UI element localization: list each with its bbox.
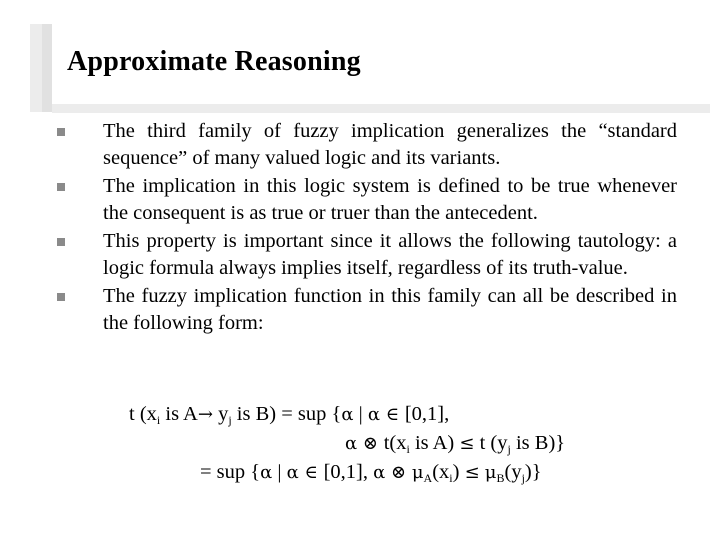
bullet-text: The implication in this logic system is defined to be true whenever the consequent is as true or truer than the antecedent. bbox=[103, 175, 677, 224]
square-bullet-icon bbox=[57, 128, 65, 136]
formula-text: | bbox=[353, 403, 368, 425]
alpha-symbol: α bbox=[341, 404, 354, 425]
formula-text: y bbox=[212, 403, 229, 425]
formula-text: ) bbox=[452, 461, 465, 483]
decorative-bar-horizontal bbox=[52, 104, 710, 113]
subscript: j bbox=[521, 471, 525, 485]
formula-text: is A) bbox=[409, 432, 460, 454]
formula-text: t (y bbox=[474, 432, 508, 454]
element-of-symbol: ∈ bbox=[380, 404, 405, 425]
arrow-icon: → bbox=[197, 404, 213, 425]
subscript: i bbox=[156, 413, 161, 427]
formula-text: is B)} bbox=[510, 432, 566, 454]
subscript: j bbox=[507, 442, 511, 456]
square-bullet-icon bbox=[57, 183, 65, 191]
bullet-text: This property is important since it allows the following tautology: a logic formula always implies itself, regardless of its truth-value. bbox=[103, 230, 677, 279]
bullet-text: The third family of fuzzy implication generalizes the “standard sequence” of many valued logic and its variants. bbox=[103, 120, 677, 169]
formula-text: = sup { bbox=[200, 461, 261, 483]
implication-formula bbox=[0, 400, 720, 487]
bullet-item bbox=[57, 228, 677, 281]
mu-symbol: μ bbox=[411, 462, 424, 483]
alpha-symbol: α bbox=[373, 462, 386, 483]
formula-line-3 bbox=[200, 458, 720, 487]
alpha-symbol: α bbox=[367, 404, 381, 425]
element-of-symbol: ∈ bbox=[298, 462, 324, 483]
formula-line-1 bbox=[129, 400, 720, 429]
formula-text: (x bbox=[432, 461, 450, 483]
bullet-text: The fuzzy implication function in this family can all be described in the following form: bbox=[103, 285, 677, 334]
subscript: B bbox=[496, 471, 505, 485]
subscript: i bbox=[406, 442, 410, 456]
otimes-symbol: ⊗ bbox=[385, 462, 412, 483]
square-bullet-icon bbox=[57, 238, 65, 246]
formula-text: | bbox=[272, 461, 287, 483]
formula-text: t (x bbox=[129, 403, 157, 425]
formula-text: [0,1], bbox=[323, 461, 374, 483]
otimes-symbol: ⊗ bbox=[357, 433, 384, 454]
formula-text: is A bbox=[160, 403, 198, 425]
bullet-item bbox=[57, 118, 677, 171]
mu-symbol: μ bbox=[484, 462, 497, 483]
subscript: j bbox=[228, 413, 232, 427]
alpha-symbol: α bbox=[345, 433, 358, 454]
less-equal-symbol: ≤ bbox=[464, 462, 480, 483]
subscript: A bbox=[423, 471, 433, 485]
less-equal-symbol: ≤ bbox=[459, 433, 475, 454]
subscript: i bbox=[449, 471, 453, 485]
bullet-list bbox=[57, 118, 677, 338]
formula-text: (y bbox=[504, 461, 522, 483]
formula-text: t(x bbox=[383, 432, 407, 454]
formula-line-2 bbox=[345, 429, 720, 458]
formula-text: )} bbox=[524, 461, 542, 483]
formula-text: [0,1], bbox=[404, 403, 450, 425]
square-bullet-icon bbox=[57, 293, 65, 301]
bullet-item bbox=[57, 173, 677, 226]
bullet-item bbox=[57, 283, 677, 336]
decorative-bar-vertical-inner bbox=[42, 24, 52, 112]
alpha-symbol: α bbox=[286, 462, 299, 483]
slide-title: Approximate Reasoning bbox=[67, 46, 361, 77]
alpha-symbol: α bbox=[260, 462, 273, 483]
formula-text: is B) = sup { bbox=[231, 403, 342, 425]
